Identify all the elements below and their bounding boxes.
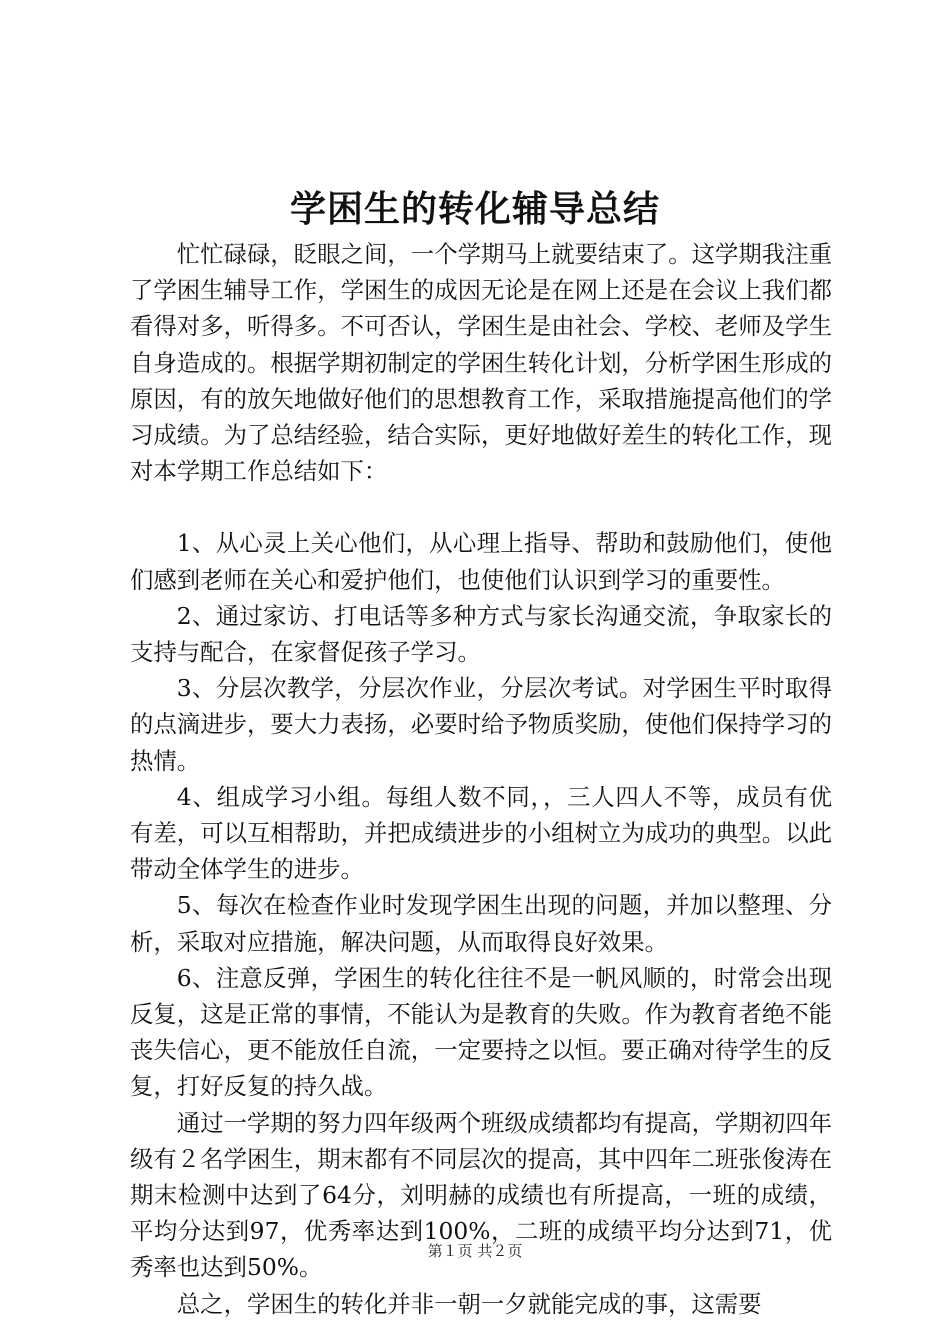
list-item-2: 2、通过家访、打电话等多种方式与家长沟通交流，争取家长的支持与配合，在家督促孩子学习。 — [130, 601, 832, 667]
list-item-3: 3、分层次教学，分层次作业，分层次考试。对学困生平时取得的点滴进步，要大力表扬，必要时给予物质奖励，使他们保持学习的热情。 — [130, 674, 832, 775]
conclusion-paragraph: 总之，学困生的转化并非一朝一夕就能完成的事，这需要 — [176, 1289, 762, 1318]
list-item-4: 4、组成学习小组。每组人数不同，，三人四人不等，成员有优有差，可以互相帮助，并把成绩进步的小组树立为成功的典型。以此带动全体学生的进步。 — [130, 782, 832, 884]
page-indicator: 第１页 共２页 — [427, 1242, 523, 1260]
list-item-6: 6、注意反弹，学困生的转化往往不是一帆风顺的，时常会出现反复，这是正常的事情，不能认为是教育的失败。作为教育者绝不能丧失信心，更不能放任自流，一定要持之以恒。要正确对待学生的反复，打好反复的持久战。 — [130, 963, 832, 1101]
intro-paragraph: 忙忙碌碌，眨眼之间，一个学期马上就要结束了。这学期我注重了学困生辅导工作，学困生的成因无论是在网上还是在会议上我们都看得对多，听得多。不可否认，学困生是由社会、学校、老师及学生自身造成的。根据学期初制定的学困生转化计划，分析学困生形成的原因，有的放矢地做好他们的思想教育工作，采取措施提高他们的学习成绩。为了总结经验，结合实际，更好地做好差生的转化工作，现对本学期工作总结如下： — [130, 240, 832, 486]
results-paragraph: 通过一学期的努力四年级两个班级成绩都均有提高，学期初四年级有２名学困生，期末都有不同层次的提高，其中四年二班张俊涛在期末检测中达到了64分，刘明赫的成绩也有所提高，一班的成绩，平均分达到97，优秀率达到100%，二班的成绩平均分达到71，优秀率也达到50%。 — [130, 1108, 832, 1282]
document-body — [130, 236, 832, 1322]
list-item-5: 5、每次在检查作业时发现学困生出现的问题，并加以整理、分析，采取对应措施，解决问题，从而取得良好效果。 — [130, 891, 832, 956]
list-item-1: 1、从心灵上关心他们，从心理上指导、帮助和鼓励他们，使他们感到老师在关心和爱护他们，也使他们认识到学习的重要性。 — [130, 529, 832, 594]
document-title: 学困生的转化辅导总结 — [289, 188, 660, 230]
